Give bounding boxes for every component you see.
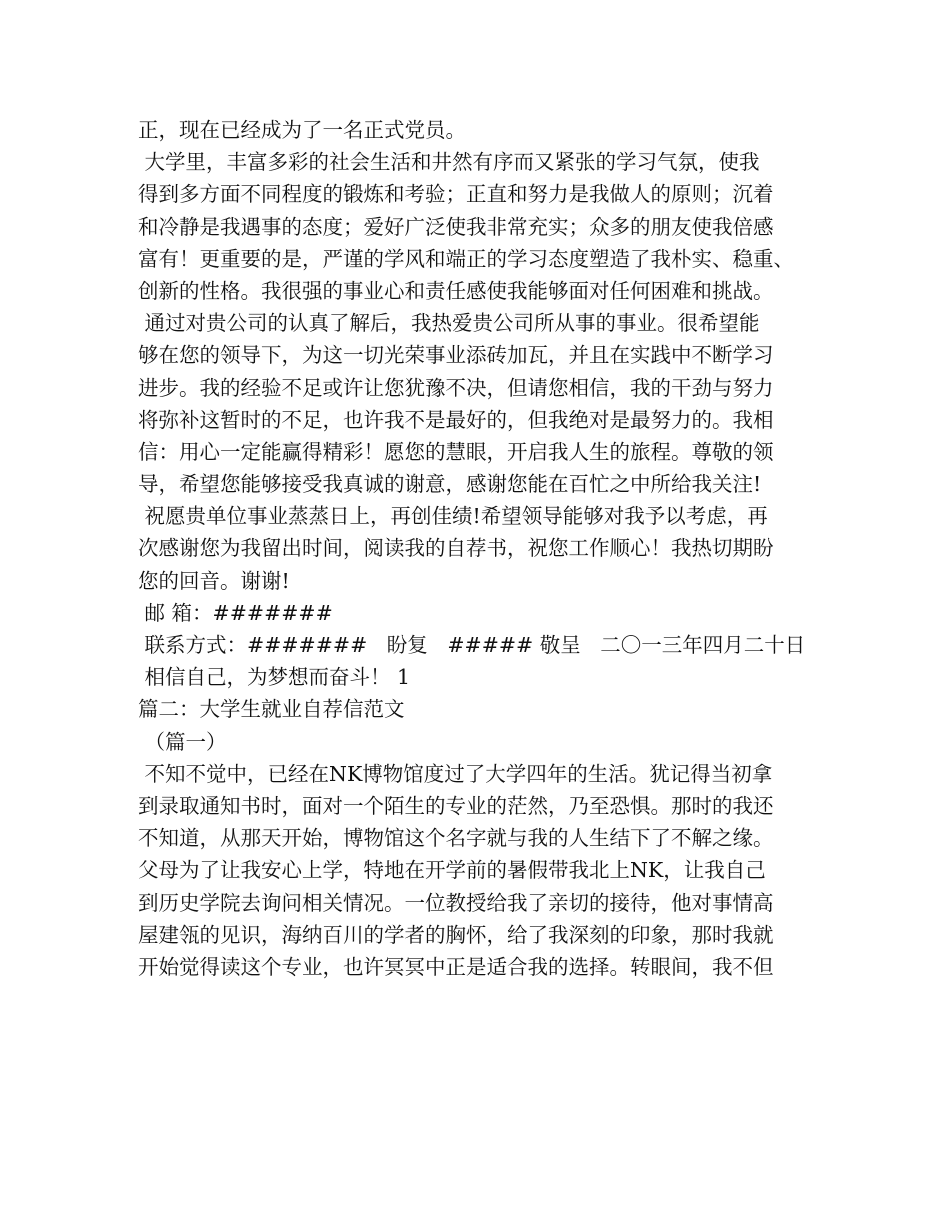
text-line: 不知不觉中，已经在NK博物馆度过了大学四年的生活。犹记得当初拿 (138, 761, 773, 786)
text-line: 到录取通知书时，面对一个陌生的专业的茫然，乃至恐惧。那时的我还 (138, 793, 774, 818)
section-heading: 篇二：大学生就业自荐信范文 (138, 697, 405, 722)
text-line: 屋建瓴的见识，海纳百川的学者的胸怀，给了我深刻的印象，那时我就 (138, 922, 774, 947)
email-line: 邮 箱：####### (138, 600, 333, 625)
text-line: 到历史学院去询问相关情况。一位教授给我了亲切的接待，他对事情高 (138, 890, 774, 915)
text-line: 将弥补这暂时的不足，也许我不是最好的，但我绝对是最努力的。我相 (138, 407, 774, 432)
text-line: 富有！更重要的是，严谨的学风和端正的学习态度塑造了我朴实、稳重、 (138, 246, 794, 271)
text-line: 够在您的领导下，为这一切光荣事业添砖加瓦，并且在实践中不断学习 (138, 343, 774, 368)
text-line: 进步。我的经验不足或许让您犹豫不决，但请您相信，我的干劲与努力 (138, 375, 774, 400)
text-line: 大学里，丰富多彩的社会生活和井然有序而又紧张的学习气氛，使我 (138, 150, 760, 175)
text-line: 正，现在已经成为了一名正式党员。 (138, 118, 466, 142)
text-line: 创新的性格。我很强的事业心和责任感使我能够面对任何困难和挑战。 (138, 278, 774, 303)
text-line: 不知道，从那天开始，博物馆这个名字就与我的人生结下了不解之缘。 (138, 826, 774, 851)
text-line: 导，希望您能够接受我真诚的谢意，感谢您能在百忙之中所给我关注! (138, 472, 762, 497)
text-line: 祝愿贵单位事业蒸蒸日上，再创佳绩!希望领导能够对我予以考虑，再 (138, 504, 768, 529)
motto-line: 相信自己，为梦想而奋斗！ 1 (138, 665, 411, 690)
text-line: 父母为了让我安心上学，特地在开学前的暑假带我北上NK，让我自己 (138, 858, 766, 883)
text-line: 您的回音。谢谢! (138, 568, 290, 593)
contact-line: 联系方式：####### 盼复 ##### 敬呈 二〇一三年四月二十日 (138, 633, 806, 657)
text-line: 次感谢您为我留出时间，阅读我的自荐书，祝您工作顺心！我热切期盼 (138, 536, 774, 561)
text-line: 信：用心一定能赢得精彩！愿您的慧眼，开启我人生的旅程。尊敬的领 (138, 439, 774, 464)
document-body (138, 114, 828, 983)
text-line: 通过对贵公司的认真了解后，我热爱贵公司所从事的事业。很希望能 (138, 311, 760, 336)
subsection-heading: （篇一） (138, 729, 227, 754)
text-line: 得到多方面不同程度的锻炼和考验；正直和努力是我做人的原则；沉着 (138, 182, 774, 207)
text-line: 开始觉得读这个专业，也许冥冥中正是适合我的选择。转眼间，我不但 (138, 954, 774, 979)
text-line: 和冷静是我遇事的态度；爱好广泛使我非常充实；众多的朋友使我倍感 (138, 214, 774, 239)
